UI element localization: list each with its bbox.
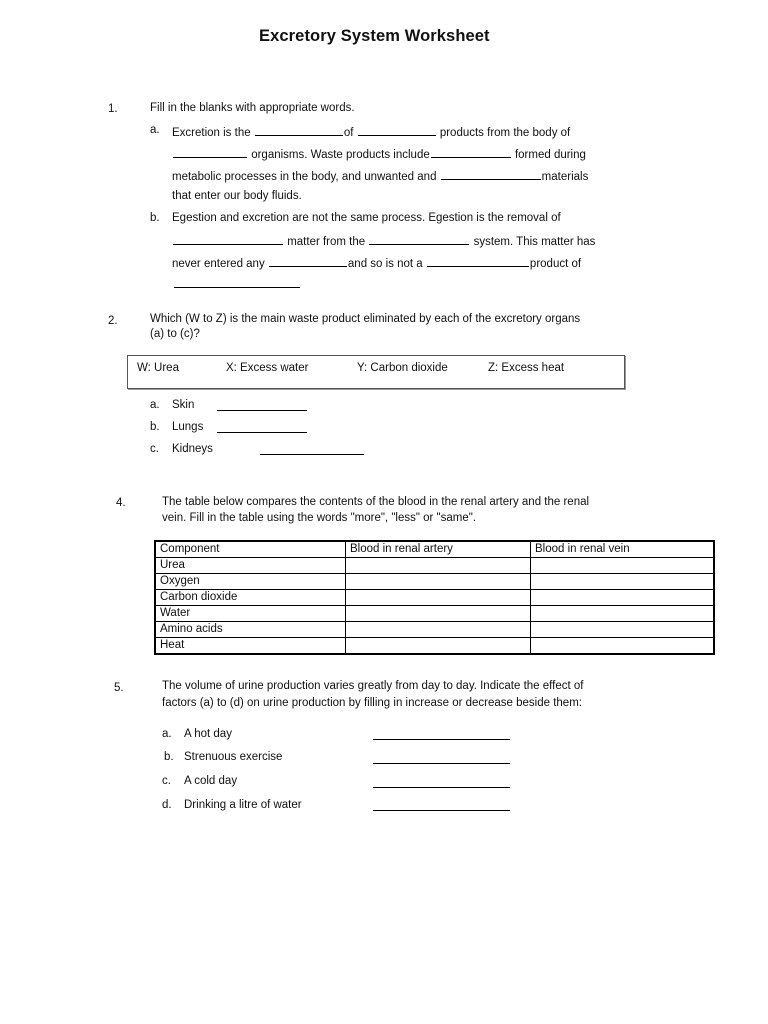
q5d-blank[interactable]	[373, 810, 510, 811]
row-label: Amino acids	[155, 622, 346, 638]
q1b-line1: Egestion and excretion are not the same process. Egestion is the removal of	[172, 212, 561, 224]
q2a-text: Skin	[172, 399, 195, 411]
q1b-text-5: and so is not a	[347, 258, 423, 270]
row-label: Carbon dioxide	[155, 590, 346, 606]
q5b-label: b.	[164, 751, 174, 763]
q1b-blank-4[interactable]	[427, 255, 529, 267]
q1b-line3	[172, 255, 581, 270]
q5-prompt-line1: The volume of urine production varies greatly from day to day. Indicate the effect of	[162, 680, 584, 692]
q1a-text-6: metabolic processes in the body, and unwanted and	[172, 171, 437, 183]
q1b-blank-2[interactable]	[369, 233, 469, 245]
q2-prompt-line2: (a) to (c)?	[150, 328, 200, 340]
q1a-text-3: products from the body of	[439, 127, 571, 139]
row-label: Urea	[155, 558, 346, 574]
row-label: Heat	[155, 638, 346, 655]
vein-cell[interactable]	[531, 590, 715, 606]
q5b-text: Strenuous exercise	[184, 751, 283, 763]
table-row	[155, 590, 714, 606]
q5c-blank[interactable]	[373, 787, 510, 788]
q1b-blank-5[interactable]	[174, 287, 300, 288]
q1b-label: b.	[150, 212, 160, 224]
table-row	[155, 606, 714, 622]
q5c-label: c.	[162, 775, 171, 787]
q2a-label: a.	[150, 399, 160, 411]
q1a-text-4: organisms. Waste products include	[251, 149, 430, 161]
vein-cell[interactable]	[531, 638, 715, 655]
q5c-text: A cold day	[184, 775, 238, 787]
vein-cell[interactable]	[531, 622, 715, 638]
q1a-line4: that enter our body fluids.	[172, 190, 302, 202]
q5-number: 5.	[114, 682, 124, 694]
q5b-blank[interactable]	[373, 763, 510, 764]
q5-prompt-line2: factors (a) to (d) on urine production by filling in increase or decrease beside them:	[162, 697, 582, 709]
vein-cell[interactable]	[531, 558, 715, 574]
q1a-line3	[172, 168, 588, 183]
q5a-label: a.	[162, 728, 172, 740]
legend-w: W: Urea	[137, 362, 179, 374]
q4-prompt-line1: The table below compares the contents of the blood in the renal artery and the renal	[162, 496, 590, 508]
page-title: Excretory System Worksheet	[259, 27, 490, 45]
q1a-text-2: of	[343, 127, 354, 139]
q1-prompt: Fill in the blanks with appropriate words.	[150, 102, 355, 114]
table-row	[155, 622, 714, 638]
q1a-blank-3[interactable]	[173, 146, 247, 158]
q4-number: 4.	[116, 497, 126, 509]
q1a-line1	[172, 124, 570, 139]
q1b-text-3: system. This matter has	[473, 236, 596, 248]
q2c-label: c.	[150, 443, 159, 455]
artery-cell[interactable]	[346, 574, 531, 590]
q5d-label: d.	[162, 799, 172, 811]
q1a-label: a.	[150, 124, 160, 136]
vein-cell[interactable]	[531, 606, 715, 622]
q2b-label: b.	[150, 421, 160, 433]
q2-prompt-line1: Which (W to Z) is the main waste product eliminated by each of the excretory organs	[150, 313, 581, 325]
q4-prompt-line2: vein. Fill in the table using the words "more", "less" or "same".	[162, 512, 477, 524]
artery-cell[interactable]	[346, 606, 531, 622]
q2-number: 2.	[108, 315, 118, 327]
q1a-line2	[172, 146, 586, 161]
q2b-blank[interactable]	[217, 432, 307, 433]
q1b-text-4: never entered any	[172, 258, 265, 270]
table-row	[155, 558, 714, 574]
table-row	[155, 638, 714, 655]
q5a-blank[interactable]	[373, 739, 510, 740]
q1b-blank-3[interactable]	[269, 255, 347, 267]
q1b-line2	[172, 233, 595, 248]
q2a-blank[interactable]	[217, 410, 307, 411]
artery-cell[interactable]	[346, 638, 531, 655]
q1a-text-7: materials	[541, 171, 589, 183]
vein-cell[interactable]	[531, 574, 715, 590]
table-header-row	[155, 541, 714, 558]
q2b-text: Lungs	[172, 421, 204, 433]
legend-y: Y: Carbon dioxide	[357, 362, 448, 374]
row-label: Water	[155, 606, 346, 622]
artery-cell[interactable]	[346, 558, 531, 574]
q1a-blank-5[interactable]	[441, 168, 541, 180]
q1-number: 1.	[108, 103, 118, 115]
header-vein: Blood in renal vein	[531, 541, 715, 558]
header-artery: Blood in renal artery	[346, 541, 531, 558]
q2c-blank[interactable]	[260, 454, 364, 455]
comparison-table	[154, 540, 715, 655]
q1b-text-6: product of	[529, 258, 582, 270]
q1a-blank-1[interactable]	[255, 124, 343, 136]
q5a-text: A hot day	[184, 728, 232, 740]
q1a-text-1: Excretion is the	[172, 127, 251, 139]
q1a-blank-2[interactable]	[358, 124, 436, 136]
q5d-text: Drinking a litre of water	[184, 799, 302, 811]
q1b-text-2: matter from the	[287, 236, 366, 248]
q2c-text: Kidneys	[172, 443, 213, 455]
table-row	[155, 574, 714, 590]
artery-cell[interactable]	[346, 590, 531, 606]
artery-cell[interactable]	[346, 622, 531, 638]
q1a-text-5: formed during	[514, 149, 586, 161]
row-label: Oxygen	[155, 574, 346, 590]
legend-x: X: Excess water	[226, 362, 309, 374]
q1a-blank-4[interactable]	[431, 146, 511, 158]
q1b-blank-1[interactable]	[173, 233, 283, 245]
header-component: Component	[155, 541, 346, 558]
legend-z: Z: Excess heat	[488, 362, 565, 374]
